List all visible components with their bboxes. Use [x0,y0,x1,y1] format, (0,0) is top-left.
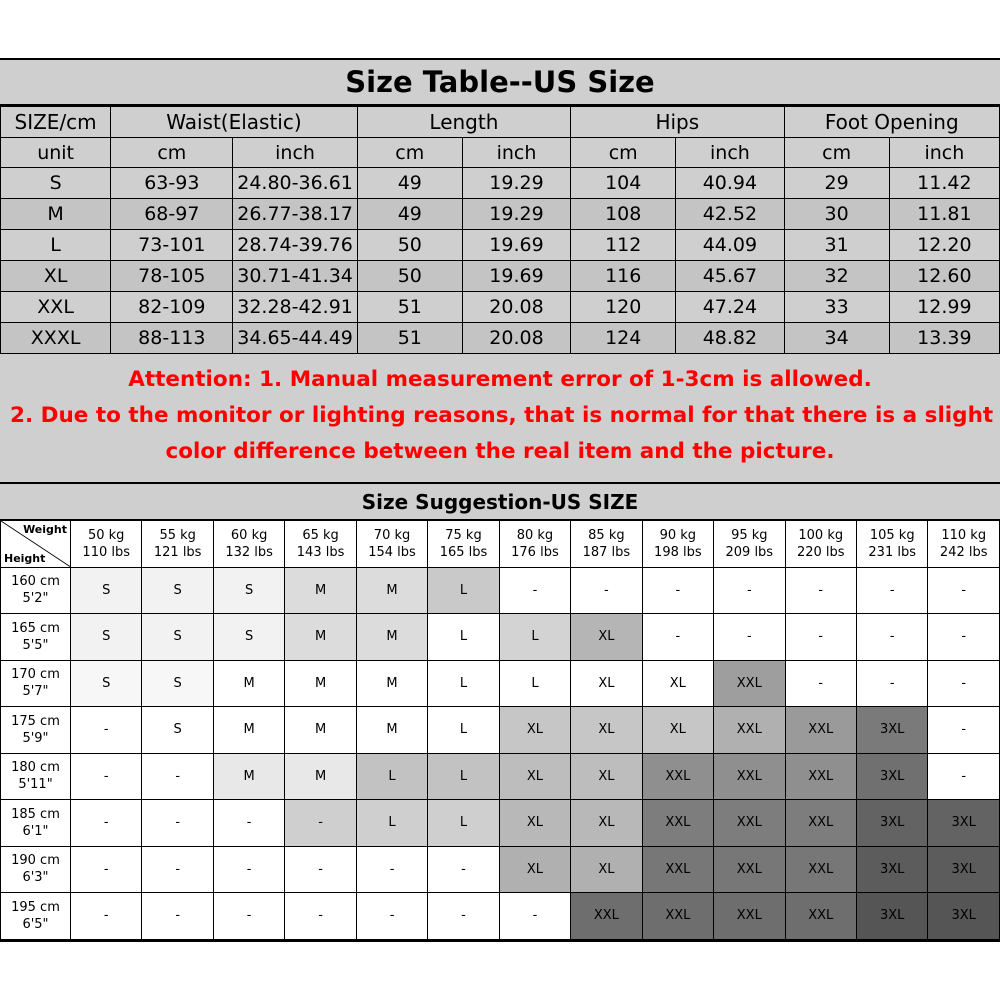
table-row [1,230,1000,261]
attention-line-3: color difference between the real item and the picture. [165,439,835,464]
cell-foot-inch: 11.42 [889,168,999,199]
suggestion-title [0,484,1000,520]
size-chart-sheet [0,58,1000,942]
suggestion-cell: XXL [642,753,713,800]
cell-length-cm: 50 [357,230,462,261]
suggestion-row [1,846,1000,893]
size-suggestion-table [0,520,1000,940]
suggestion-weight-header: 55 kg 121 lbs [142,521,213,568]
cell-foot-cm: 32 [784,261,889,292]
suggestion-height-header: 165 cm 5'5" [1,614,71,661]
suggestion-cell: 3XL [856,707,927,754]
suggestion-weight-header: 95 kg 209 lbs [714,521,785,568]
suggestion-cell: M [356,614,427,661]
cell-waist-inch: 26.77-38.17 [233,199,357,230]
suggestion-cell: XXL [642,893,713,940]
cell-size: M [1,199,111,230]
cell-foot-inch: 12.60 [889,261,999,292]
suggestion-cell: - [71,846,142,893]
cell-waist-cm: 73-101 [111,230,233,261]
suggestion-cell: XL [571,846,642,893]
suggestion-cell: S [142,614,213,661]
suggestion-weight-header: 105 kg 231 lbs [856,521,927,568]
cell-waist-inch: 24.80-36.61 [233,168,357,199]
suggestion-cell: XL [642,660,713,707]
suggestion-row [1,567,1000,614]
suggestion-cell: - [142,800,213,847]
suggestion-cell: - [714,567,785,614]
suggestion-cell: - [928,614,1000,661]
cell-hips-inch: 45.67 [676,261,784,292]
suggestion-cell: - [142,846,213,893]
suggestion-cell: M [285,753,356,800]
suggestion-cell: - [856,567,927,614]
cell-size: XXL [1,292,111,323]
unit-header-unit: unit [1,138,111,168]
suggestion-title-text: Size Suggestion-US SIZE [361,489,639,514]
group-header-size: SIZE/cm [1,107,111,138]
suggestion-cell: - [356,893,427,940]
suggestion-cell: M [356,567,427,614]
suggestion-cell: S [71,660,142,707]
cell-length-inch: 19.29 [462,168,570,199]
cell-length-cm: 50 [357,261,462,292]
suggestion-cell: L [428,800,499,847]
suggestion-cell: M [285,614,356,661]
suggestion-cell: - [785,567,856,614]
suggestion-cell: - [213,846,284,893]
suggestion-cell: S [71,614,142,661]
suggestion-cell: - [142,893,213,940]
corner-weight-label: Weight [23,523,67,536]
cell-size: XL [1,261,111,292]
cell-waist-cm: 78-105 [111,261,233,292]
table-row [1,323,1000,354]
suggestion-cell: - [71,707,142,754]
page-title [0,60,1000,106]
cell-waist-inch: 34.65-44.49 [233,323,357,354]
suggestion-cell: L [428,707,499,754]
cell-waist-inch: 28.74-39.76 [233,230,357,261]
suggestion-cell: S [213,614,284,661]
suggestion-row [1,753,1000,800]
suggestion-cell: XXL [785,707,856,754]
unit-header-length-cm: cm [357,138,462,168]
suggestion-cell: - [213,893,284,940]
suggestion-cell: XXL [714,846,785,893]
suggestion-row [1,893,1000,940]
unit-header-length-inch: inch [462,138,570,168]
suggestion-cell: - [785,660,856,707]
suggestion-cell: M [285,707,356,754]
suggestion-row [1,614,1000,661]
cell-foot-cm: 30 [784,199,889,230]
cell-length-inch: 19.69 [462,261,570,292]
suggestion-weight-header: 60 kg 132 lbs [213,521,284,568]
suggestion-cell: XXL [714,660,785,707]
suggestion-cell: M [213,707,284,754]
suggestion-header-row [1,521,1000,568]
suggestion-cell: 3XL [928,846,1000,893]
group-header-waist: Waist(Elastic) [111,107,357,138]
suggestion-cell: - [642,614,713,661]
suggestion-cell: S [71,567,142,614]
cell-length-inch: 20.08 [462,292,570,323]
cell-hips-cm: 104 [571,168,676,199]
suggestion-cell: S [142,707,213,754]
unit-header-foot-inch: inch [889,138,999,168]
suggestion-cell: - [428,846,499,893]
size-table-unit-header-row [1,138,1000,168]
cell-foot-inch: 12.20 [889,230,999,261]
suggestion-height-header: 195 cm 6'5" [1,893,71,940]
suggestion-cell: XL [571,614,642,661]
suggestion-cell: L [428,753,499,800]
suggestion-weight-header: 75 kg 165 lbs [428,521,499,568]
suggestion-cell: - [928,753,1000,800]
table-row [1,261,1000,292]
cell-hips-inch: 47.24 [676,292,784,323]
suggestion-cell: 3XL [856,753,927,800]
suggestion-cell: L [428,614,499,661]
cell-size: L [1,230,111,261]
suggestion-height-header: 170 cm 5'7" [1,660,71,707]
suggestion-row [1,660,1000,707]
suggestion-cell: M [213,660,284,707]
suggestion-cell: XL [571,800,642,847]
cell-hips-cm: 112 [571,230,676,261]
cell-foot-inch: 12.99 [889,292,999,323]
page-title-text: Size Table--US Size [345,65,655,99]
cell-waist-cm: 63-93 [111,168,233,199]
suggestion-cell: - [213,800,284,847]
suggestion-cell: - [928,567,1000,614]
cell-hips-cm: 124 [571,323,676,354]
cell-foot-cm: 33 [784,292,889,323]
suggestion-height-header: 180 cm 5'11" [1,753,71,800]
cell-foot-cm: 31 [784,230,889,261]
unit-header-waist-inch: inch [233,138,357,168]
group-header-foot-opening: Foot Opening [784,107,999,138]
size-table [0,106,1000,354]
suggestion-cell: - [71,800,142,847]
cell-hips-inch: 40.94 [676,168,784,199]
suggestion-cell: XXL [714,707,785,754]
attention-line-1: Attention: 1. Manual measurement error of 1-3cm is allowed. [128,367,872,392]
suggestion-cell: L [428,660,499,707]
suggestion-row [1,800,1000,847]
suggestion-weight-header: 65 kg 143 lbs [285,521,356,568]
cell-waist-inch: 32.28-42.91 [233,292,357,323]
unit-header-foot-cm: cm [784,138,889,168]
suggestion-cell: XL [642,707,713,754]
cell-size: XXXL [1,323,111,354]
suggestion-cell: XXL [785,893,856,940]
suggestion-cell: - [285,893,356,940]
suggestion-cell: M [213,753,284,800]
suggestion-cell: - [785,614,856,661]
unit-header-waist-cm: cm [111,138,233,168]
suggestion-cell: 3XL [856,893,927,940]
suggestion-cell: - [499,893,570,940]
suggestion-cell: - [928,707,1000,754]
suggestion-cell: - [142,753,213,800]
suggestion-cell: - [428,893,499,940]
group-header-length: Length [357,107,570,138]
cell-length-inch: 19.29 [462,199,570,230]
suggestion-cell: - [856,614,927,661]
suggestion-cell: L [356,800,427,847]
suggestion-cell: XXL [571,893,642,940]
suggestion-cell: - [285,846,356,893]
suggestion-cell: S [142,660,213,707]
cell-hips-cm: 116 [571,261,676,292]
suggestion-cell: - [285,800,356,847]
suggestion-cell: - [856,660,927,707]
suggestion-cell: L [499,614,570,661]
cell-foot-cm: 29 [784,168,889,199]
suggestion-cell: XXL [642,846,713,893]
suggestion-row [1,707,1000,754]
suggestion-cell: XXL [785,800,856,847]
suggestion-cell: M [285,660,356,707]
unit-header-hips-cm: cm [571,138,676,168]
cell-length-inch: 20.08 [462,323,570,354]
attention-line-2: 2. Due to the monitor or lighting reasons, that is normal for that there is a slight [10,403,994,428]
cell-hips-inch: 48.82 [676,323,784,354]
suggestion-cell: S [213,567,284,614]
suggestion-cell: XL [571,753,642,800]
cell-waist-cm: 82-109 [111,292,233,323]
suggestion-cell: XXL [714,800,785,847]
suggestion-weight-header: 110 kg 242 lbs [928,521,1000,568]
cell-foot-inch: 13.39 [889,323,999,354]
suggestion-cell: XXL [785,846,856,893]
suggestion-cell: 3XL [928,893,1000,940]
unit-header-hips-inch: inch [676,138,784,168]
suggestion-cell: - [71,753,142,800]
suggestion-cell: M [356,707,427,754]
cell-length-cm: 49 [357,168,462,199]
corner-height-label: Height [4,551,46,565]
size-table-group-header-row [1,107,1000,138]
cell-length-cm: 51 [357,323,462,354]
suggestion-cell: XL [571,707,642,754]
suggestion-cell: XXL [714,893,785,940]
suggestion-cell: XXL [642,800,713,847]
suggestion-cell: XL [499,753,570,800]
suggestion-cell: - [571,567,642,614]
suggestion-weight-header: 100 kg 220 lbs [785,521,856,568]
group-header-hips: Hips [571,107,784,138]
suggestion-cell: L [356,753,427,800]
cell-waist-inch: 30.71-41.34 [233,261,357,292]
suggestion-cell: - [642,567,713,614]
suggestion-cell: S [142,567,213,614]
suggestion-cell: XXL [714,753,785,800]
suggestion-cell: - [714,614,785,661]
suggestion-cell: M [285,567,356,614]
cell-length-cm: 49 [357,199,462,230]
cell-hips-cm: 120 [571,292,676,323]
cell-waist-cm: 88-113 [111,323,233,354]
suggestion-cell: XL [499,846,570,893]
attention-note [0,354,1000,484]
suggestion-cell: - [928,660,1000,707]
cell-foot-cm: 34 [784,323,889,354]
cell-length-inch: 19.69 [462,230,570,261]
cell-size: S [1,168,111,199]
suggestion-cell: XL [499,800,570,847]
suggestion-cell: XL [499,707,570,754]
suggestion-weight-header: 70 kg 154 lbs [356,521,427,568]
suggestion-cell: M [356,660,427,707]
suggestion-cell: L [499,660,570,707]
table-row [1,292,1000,323]
cell-foot-inch: 11.81 [889,199,999,230]
suggestion-height-header: 190 cm 6'3" [1,846,71,893]
suggestion-height-header: 175 cm 5'9" [1,707,71,754]
table-row [1,168,1000,199]
suggestion-corner-cell [1,521,71,568]
suggestion-cell: XL [571,660,642,707]
suggestion-cell: - [499,567,570,614]
table-row [1,199,1000,230]
suggestion-cell: 3XL [856,800,927,847]
cell-waist-cm: 68-97 [111,199,233,230]
suggestion-cell: XXL [785,753,856,800]
suggestion-cell: L [428,567,499,614]
suggestion-cell: - [71,893,142,940]
suggestion-weight-header: 90 kg 198 lbs [642,521,713,568]
suggestion-weight-header: 80 kg 176 lbs [499,521,570,568]
cell-hips-inch: 42.52 [676,199,784,230]
cell-hips-cm: 108 [571,199,676,230]
suggestion-cell: 3XL [928,800,1000,847]
suggestion-cell: - [356,846,427,893]
suggestion-height-header: 160 cm 5'2" [1,567,71,614]
suggestion-weight-header: 50 kg 110 lbs [71,521,142,568]
suggestion-weight-header: 85 kg 187 lbs [571,521,642,568]
suggestion-height-header: 185 cm 6'1" [1,800,71,847]
suggestion-cell: 3XL [856,846,927,893]
cell-hips-inch: 44.09 [676,230,784,261]
cell-length-cm: 51 [357,292,462,323]
